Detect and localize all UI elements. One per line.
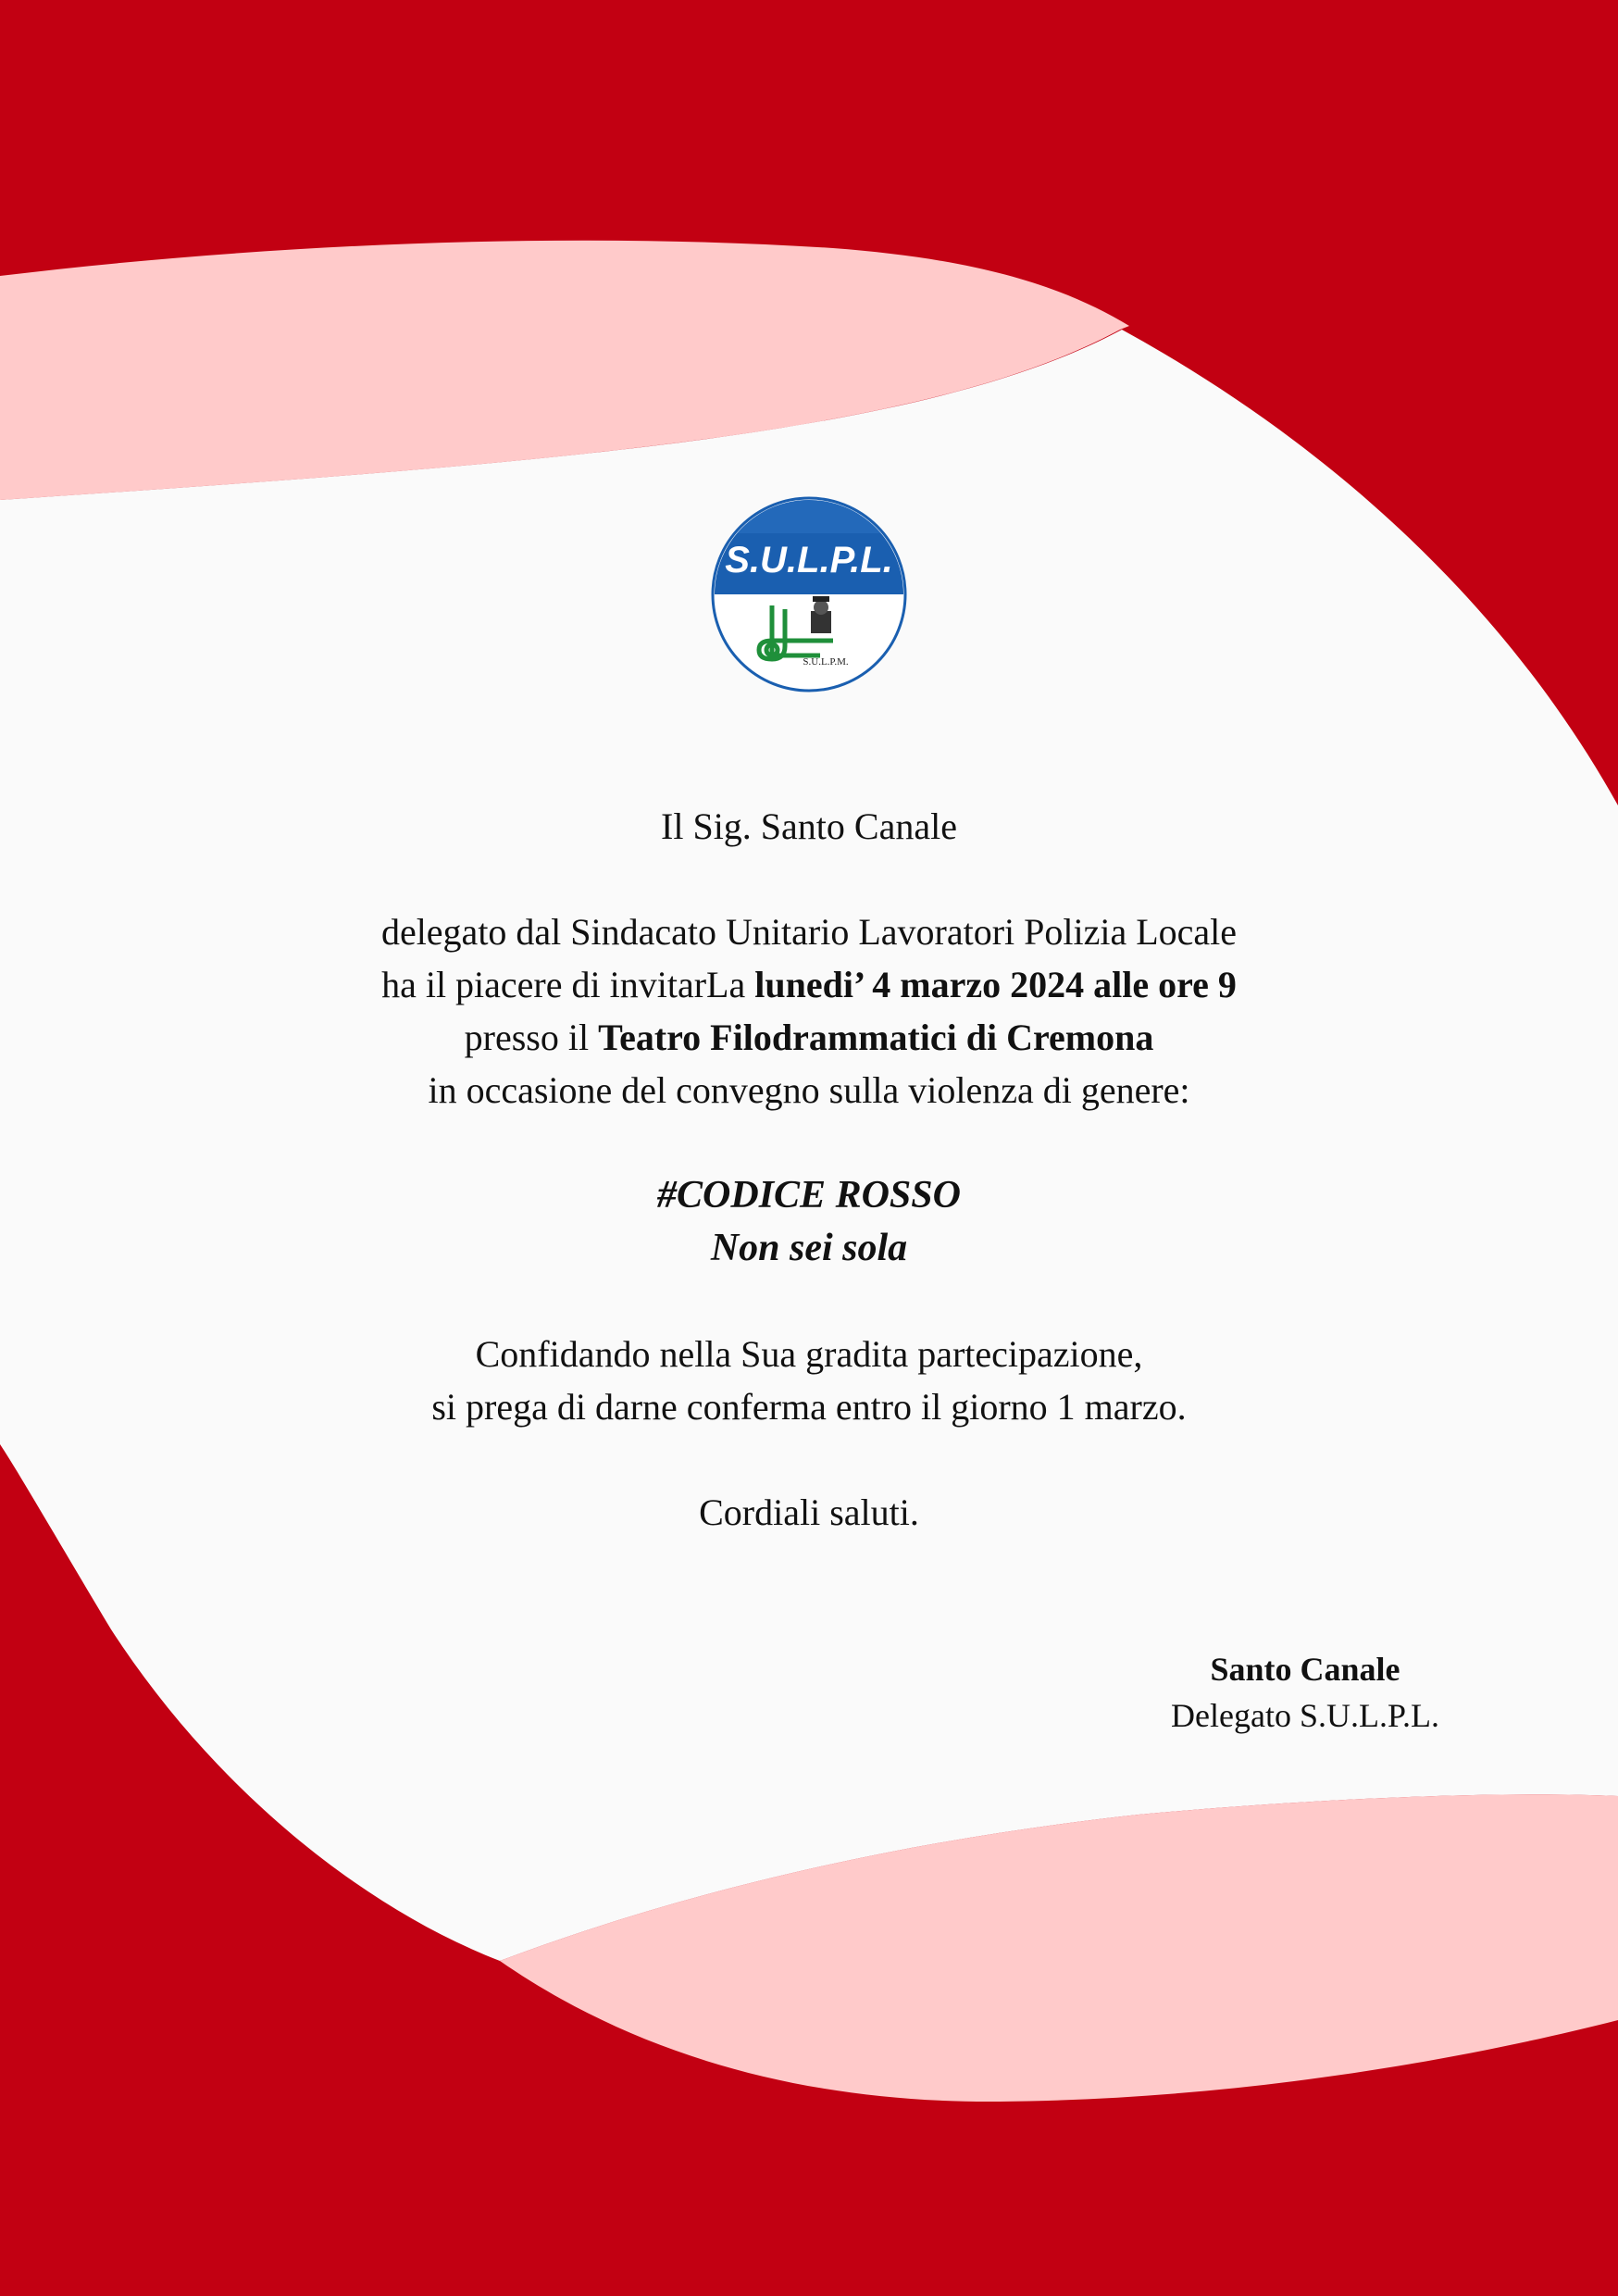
motto-title: #CODICE ROSSO — [657, 1174, 961, 1217]
date-line — [254, 958, 1364, 1011]
rsvp-line: si prega di darne conferma entro il giorno 1 marzo. — [431, 1386, 1187, 1428]
sulpl-logo — [711, 496, 907, 693]
occasion-line: in occasione del convegno sulla violenza di genere: — [428, 1069, 1190, 1111]
signature-name: Santo Canale — [1210, 1651, 1400, 1688]
officer-icon — [811, 596, 831, 633]
motto-subtitle: Non sei sola — [710, 1227, 908, 1269]
venue-line-prefix: presso il — [464, 1017, 599, 1058]
event-venue: Teatro Filodrammatici di Cremona — [598, 1017, 1154, 1058]
venue-line — [254, 1011, 1364, 1064]
signature-title: Delegato S.U.L.P.L. — [1171, 1697, 1439, 1734]
date-line-prefix: ha il piacere di invitarLa — [381, 964, 755, 1005]
closing-line: Cordiali saluti. — [699, 1491, 919, 1533]
signature-block — [1018, 1646, 1592, 1739]
invitation-body — [254, 800, 1364, 1539]
event-date: lunedi’ 4 marzo 2024 alle ore 9 — [754, 964, 1237, 1005]
participation-line: Confidando nella Sua gradita partecipazione, — [475, 1333, 1143, 1375]
delegation-line: delegato dal Sindacato Unitario Lavoratori Polizia Locale — [380, 911, 1238, 953]
logo-sub-acronym: S.U.L.P.M. — [803, 656, 849, 668]
logo-acronym: S.U.L.P.L. — [725, 540, 893, 580]
sender-line: Il Sig. Santo Canale — [661, 805, 957, 847]
